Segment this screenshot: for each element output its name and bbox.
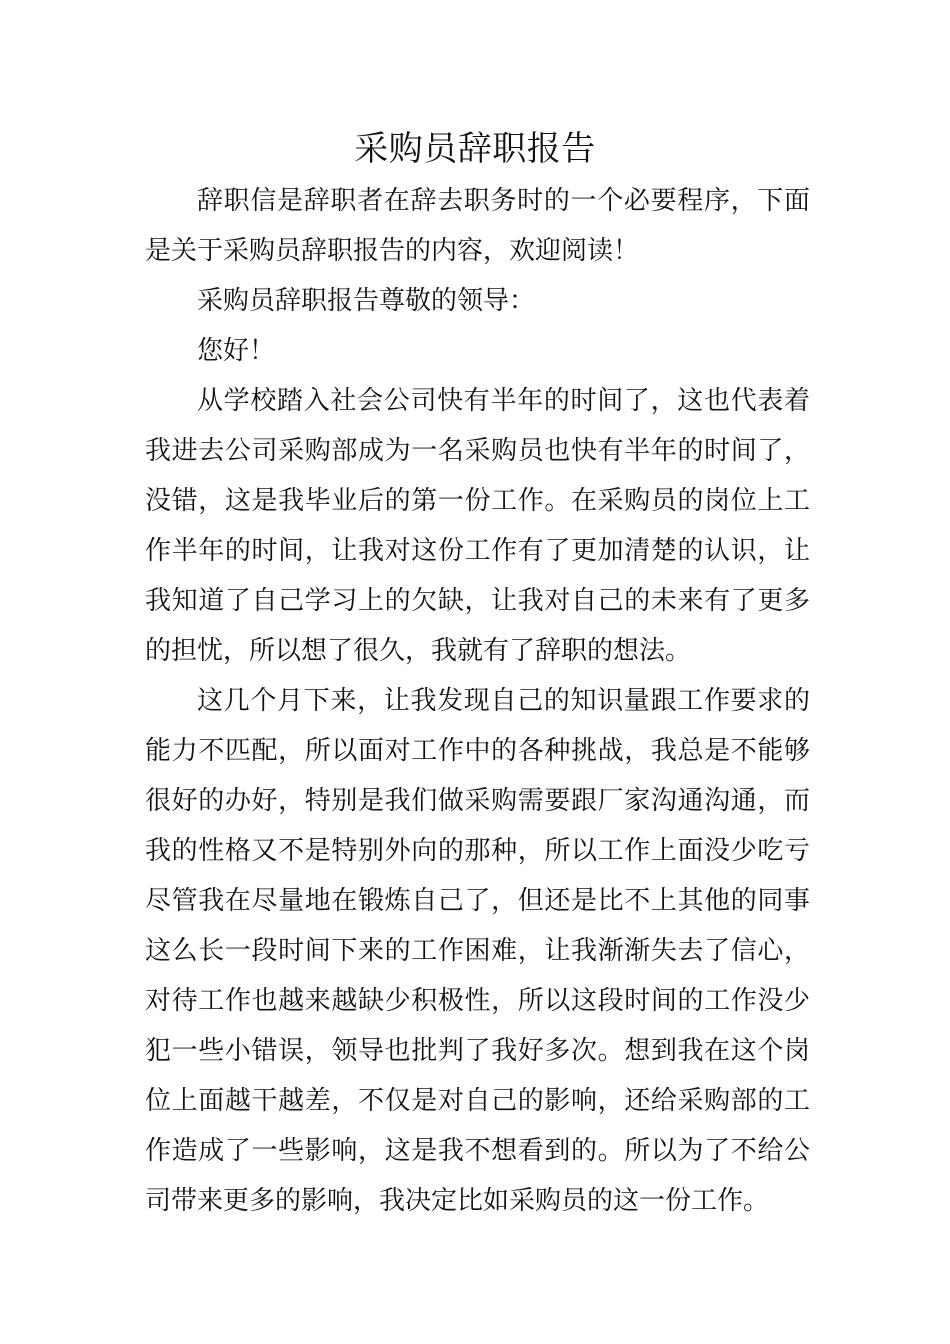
paragraph-intro: 辞职信是辞职者在辞去职务时的一个必要程序，下面是关于采购员辞职报告的内容，欢迎阅读！	[145, 186, 810, 266]
paragraph-body-1: 从学校踏入社会公司快有半年的时间了，这也代表着我进去公司采购部成为一名采购员也快有半年的时间了，没错，这是我毕业后的第一份工作。在采购员的岗位上工作半年的时间，让我对这份工作有了更加清楚的认识，让我知道了自己学习上的欠缺，让我对自己的未来有了更多的担忧，所以想了很久，我就有了辞职的想法。	[145, 386, 810, 666]
document-body	[145, 176, 810, 1226]
document-title: 采购员辞职报告	[354, 129, 596, 169]
paragraph-greeting: 您好！	[197, 336, 276, 366]
paragraph-salutation: 采购员辞职报告尊敬的领导：	[197, 286, 536, 316]
paragraph-body-2: 这几个月下来，让我发现自己的知识量跟工作要求的能力不匹配，所以面对工作中的各种挑战，我总是不能够很好的办好，特别是我们做采购需要跟厂家沟通沟通，而我的性格又不是特别外向的那种，所以工作上面没少吃亏尽管我在尽量地在锻炼自己了，但还是比不上其他的同事这么长一段时间下来的工作困难，让我渐渐失去了信心，对待工作也越来越缺少积极性，所以这段时间的工作没少犯一些小错误，领导也批判了我好多次。想到我在这个岗位上面越干越差，不仅是对自己的影响，还给采购部的工作造成了一些影响，这是我不想看到的。所以为了不给公司带来更多的影响，我决定比如采购员的这一份工作。	[145, 686, 810, 1216]
